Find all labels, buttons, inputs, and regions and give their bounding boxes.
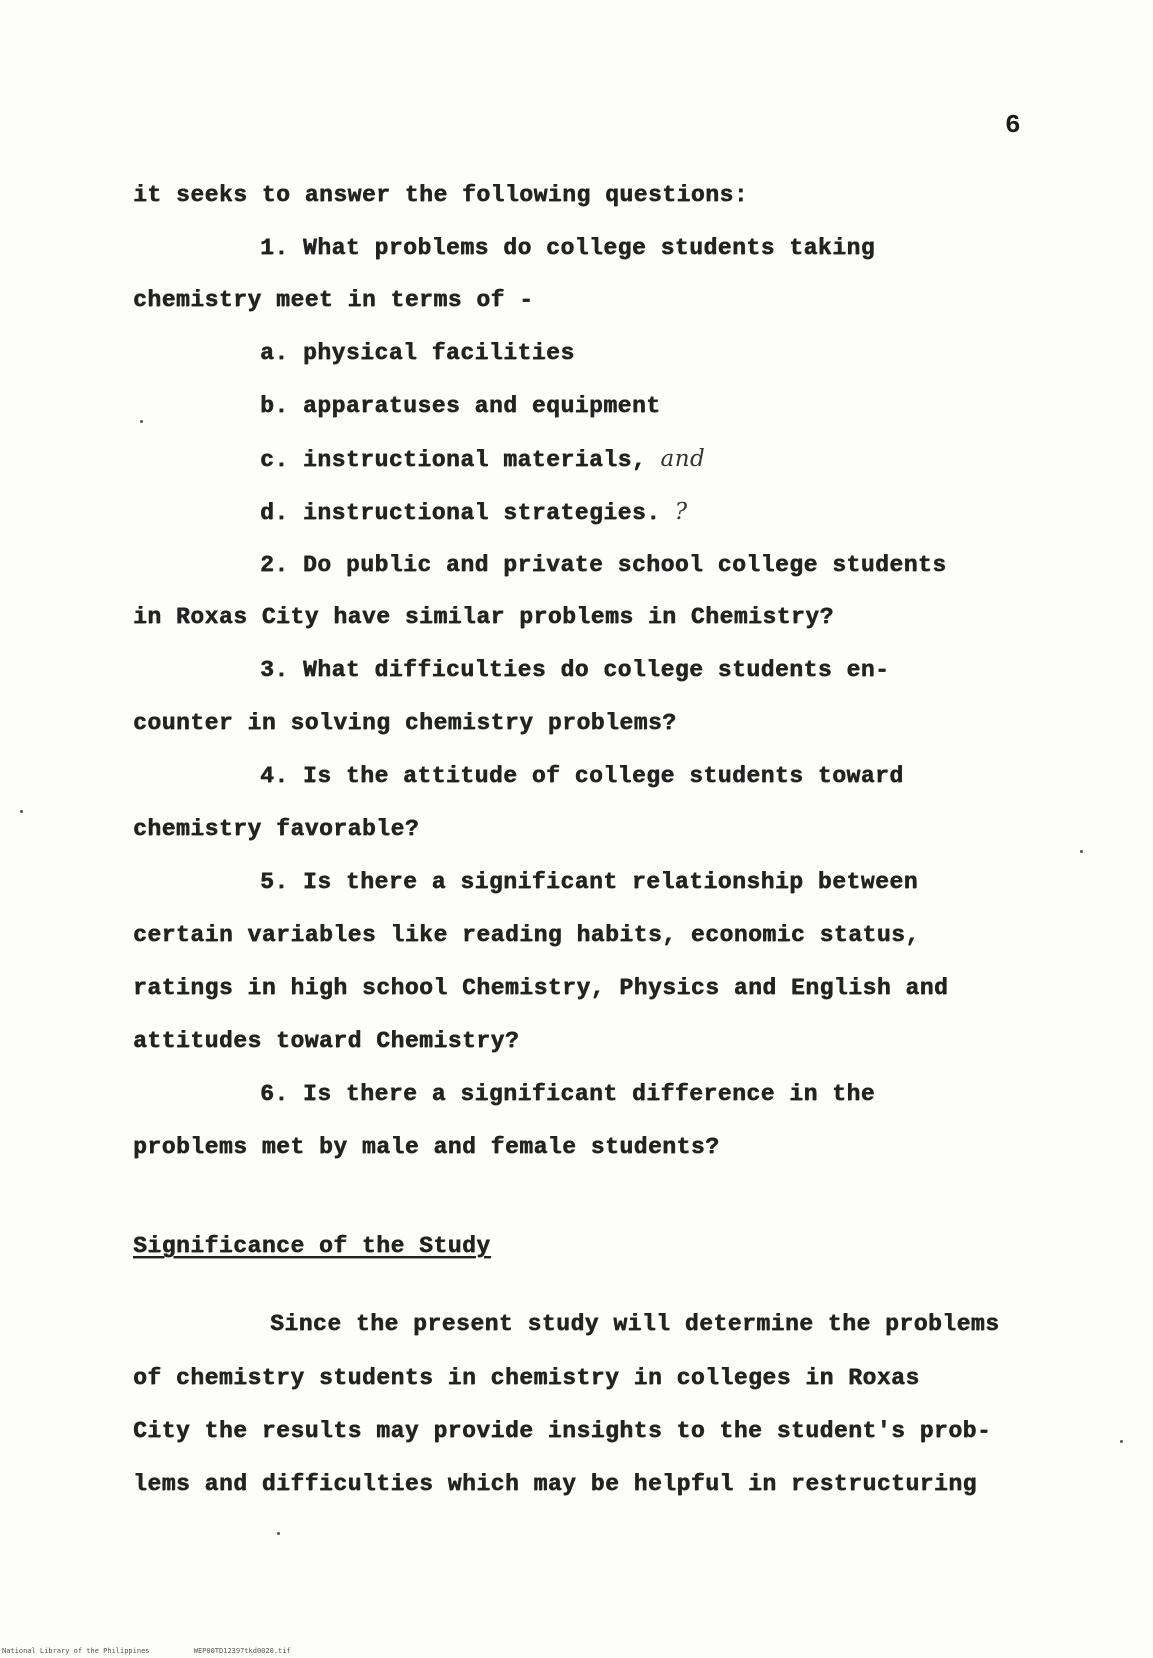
question-4-line-2: chemistry favorable? <box>133 816 420 842</box>
question-2-line-2: in Roxas City have similar problems in Chemistry? <box>133 604 834 630</box>
subitem-d <box>260 499 688 526</box>
scan-speck <box>20 810 23 813</box>
question-5-line-4: attitudes toward Chemistry? <box>133 1028 520 1054</box>
handwritten-and: and <box>660 446 706 472</box>
question-5-line-1: 5. Is there a significant relationship between <box>260 869 918 895</box>
footer-file-id: WEP00TD12397tkd0020.tif <box>193 1647 291 1655</box>
question-1-line-2: chemistry meet in terms of - <box>133 287 534 313</box>
footer-library: National Library of the Philippines <box>2 1647 150 1655</box>
question-6-line-1: 6. Is there a significant difference in the <box>260 1081 875 1107</box>
subitem-d-text: d. instructional strategies. <box>260 500 661 526</box>
text-line-intro: it seeks to answer the following questions: <box>133 182 748 208</box>
paragraph-line-2: of chemistry students in chemistry in colleges in Roxas <box>133 1365 920 1391</box>
question-3-line-2: counter in solving chemistry problems? <box>133 710 677 736</box>
scan-footer <box>2 1647 331 1655</box>
subitem-b: b. apparatuses and equipment <box>260 393 661 419</box>
question-5-line-2: certain variables like reading habits, economic status, <box>133 922 920 948</box>
subitem-c <box>260 446 705 473</box>
question-2-line-1: 2. Do public and private school college students <box>260 552 947 578</box>
subitem-c-text: c. instructional materials, <box>260 447 647 473</box>
question-4-line-1: 4. Is the attitude of college students toward <box>260 763 904 789</box>
scan-speck <box>1120 1440 1123 1443</box>
section-heading: Significance of the Study <box>133 1233 491 1259</box>
question-6-line-2: problems met by male and female students? <box>133 1134 720 1160</box>
question-5-line-3: ratings in high school Chemistry, Physics and English and <box>133 975 949 1001</box>
question-1-line-1: 1. What problems do college students taking <box>260 235 875 261</box>
paragraph-line-4: lems and difficulties which may be helpful in restructuring <box>133 1471 977 1497</box>
paragraph-line-1: Since the present study will determine the problems <box>270 1311 1000 1337</box>
scan-speck <box>1080 850 1083 853</box>
handwritten-question-mark: ? <box>674 499 688 525</box>
subitem-a: a. physical facilities <box>260 340 575 366</box>
paragraph-line-3: City the results may provide insights to the student's prob- <box>133 1418 992 1444</box>
scan-speck <box>140 420 143 423</box>
scan-speck <box>277 1532 280 1535</box>
question-3-line-1: 3. What difficulties do college students en- <box>260 657 890 683</box>
page-number: 6 <box>1005 110 1021 140</box>
